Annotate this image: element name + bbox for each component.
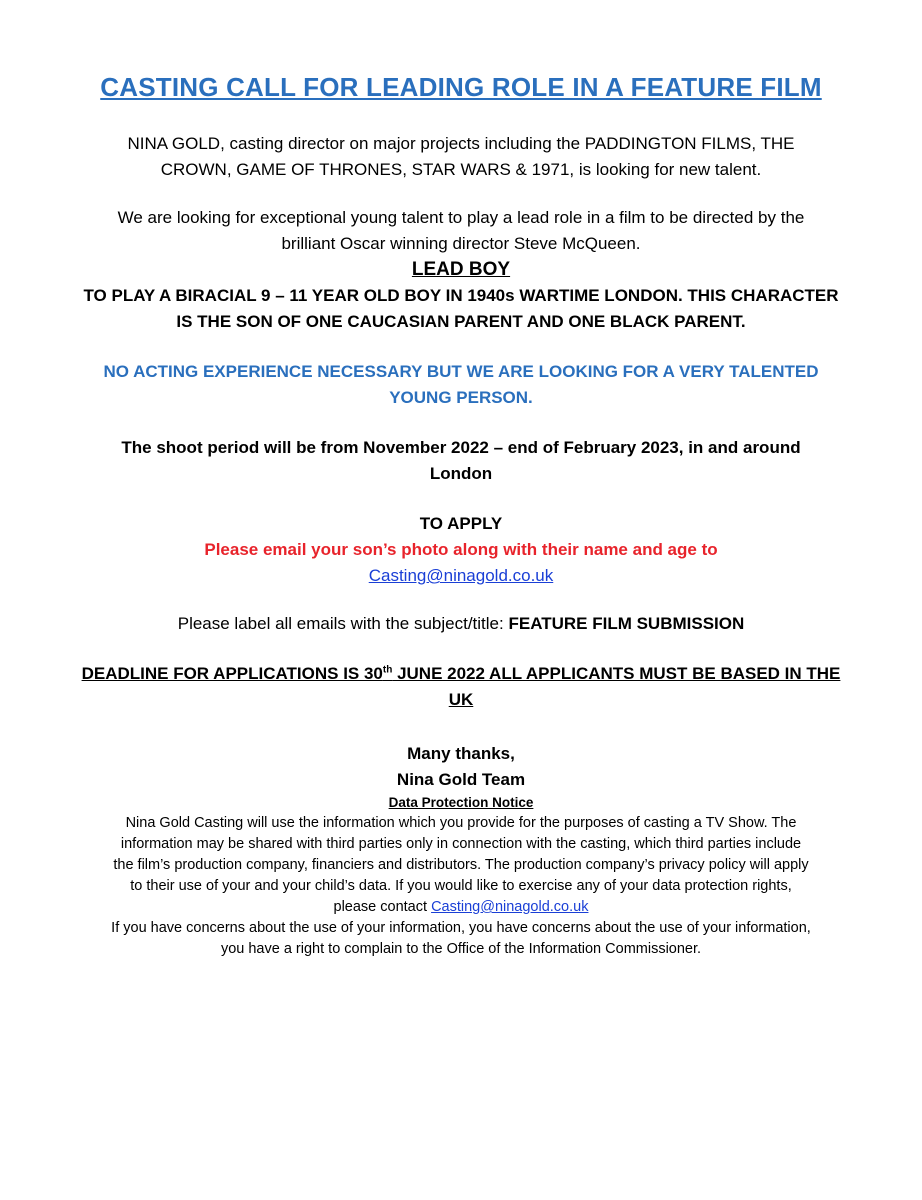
apply-instruction: Please email your son’s photo along with their name and age to bbox=[204, 540, 718, 559]
data-protection-body bbox=[48, 813, 874, 960]
data-protection-heading: Data Protection Notice bbox=[388, 795, 534, 810]
experience-line-1: NO ACTING EXPERIENCE NECESSARY BUT WE ARE LOOKING FOR A VERY TALENTED bbox=[103, 362, 819, 381]
signoff-line-2: Nina Gold Team bbox=[396, 770, 526, 789]
lead-boy-heading: LEAD BOY bbox=[411, 259, 511, 280]
shoot-line-2: London bbox=[429, 464, 493, 483]
dp-line-1: Nina Gold Casting will use the information which you provide for the purposes of casting a TV Show. The bbox=[125, 815, 797, 831]
deadline-line-2: UK bbox=[448, 690, 474, 709]
dp-line-7: you have a right to complain to the Office of the Information Commissioner. bbox=[220, 941, 702, 957]
signoff-line-1: Many thanks, bbox=[407, 744, 515, 763]
dp-line-2: information may be shared with third parties only in connection with the casting, which third parties include bbox=[120, 836, 802, 852]
label-subject: FEATURE FILM SUBMISSION bbox=[508, 614, 745, 633]
role-line-1: TO PLAY A BIRACIAL 9 – 11 YEAR OLD BOY IN 1940s WARTIME LONDON. THIS CHARACTER bbox=[83, 286, 839, 305]
dp-line-3: the film’s production company, financiers and distributors. The production company’s privacy policy will apply bbox=[113, 857, 809, 873]
label-instruction bbox=[48, 611, 874, 637]
dp-line-6: If you have concerns about the use of your information, you have concerns about the use of your information, bbox=[111, 920, 811, 936]
label-prefix: Please label all emails with the subject/title: bbox=[177, 614, 509, 633]
deadline-superscript: th bbox=[382, 664, 393, 676]
intro-line-1: NINA GOLD, casting director on major projects including the PADDINGTON FILMS, THE bbox=[127, 134, 795, 153]
deadline-part-1: DEADLINE FOR APPLICATIONS IS 30 bbox=[81, 664, 383, 683]
experience-note bbox=[48, 359, 874, 411]
intro-line-2: CROWN, GAME OF THRONES, STAR WARS & 1971, is looking for new talent. bbox=[160, 160, 762, 179]
intro-paragraph bbox=[48, 131, 874, 183]
role-line-2: IS THE SON OF ONE CAUCASIAN PARENT AND ONE BLACK PARENT. bbox=[176, 312, 746, 331]
dp-email-link[interactable]: Casting@ninagold.co.uk bbox=[431, 899, 589, 915]
looking-paragraph bbox=[48, 205, 874, 257]
looking-line-2: brilliant Oscar winning director Steve McQueen. bbox=[281, 234, 641, 253]
dp-line-4: to their use of your and your child’s data. If you would like to exercise any of your data protection rights, bbox=[130, 878, 792, 894]
apply-email-link[interactable]: Casting@ninagold.co.uk bbox=[368, 566, 554, 585]
document-title: CASTING CALL FOR LEADING ROLE IN A FEATURE FILM bbox=[100, 72, 822, 102]
dp-line-5-prefix: please contact bbox=[333, 899, 432, 915]
deadline-notice bbox=[48, 661, 874, 713]
experience-line-2: YOUNG PERSON. bbox=[389, 388, 533, 407]
to-apply-heading: TO APPLY bbox=[419, 514, 503, 533]
signoff bbox=[48, 741, 874, 793]
shoot-line-1: The shoot period will be from November 2022 – end of February 2023, in and around bbox=[121, 438, 801, 457]
role-description bbox=[48, 283, 874, 335]
apply-email-line bbox=[48, 563, 874, 589]
looking-line-1: We are looking for exceptional young talent to play a lead role in a film to be directed by the bbox=[117, 208, 805, 227]
shoot-period bbox=[48, 435, 874, 487]
deadline-part-2: JUNE 2022 ALL APPLICANTS MUST BE BASED IN THE bbox=[392, 664, 841, 683]
